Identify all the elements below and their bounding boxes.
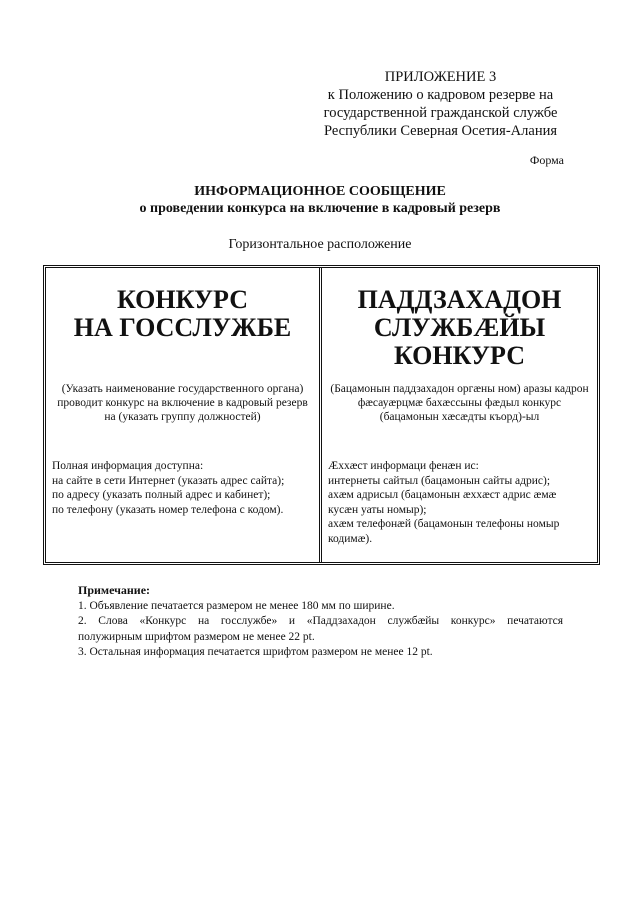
russian-info-line-4: по телефону (указать номер телефона с кодом). <box>52 503 284 516</box>
ossetian-heading-line-3: КОНКУРС <box>393 341 526 370</box>
ossetian-info-line-6: кодимæ). <box>328 532 373 545</box>
ossetian-info-line-1: Æххæст информаци фенæн ис: <box>328 460 479 472</box>
ossetian-column <box>322 268 597 562</box>
remark-item-1: 1. Объявление печатается размером не менее 180 мм по ширине. <box>78 599 395 612</box>
ossetian-info <box>328 459 593 546</box>
ossetian-info-line-3: ахæм адрисыл (бацамонын æххæст адрис æмæ <box>328 489 557 501</box>
ossetian-note: (Бацамонын паддзахадон оргæны ном) аразы кадрон фæсауæрцмæ бахæссыны фæдыл конкурс (бацамонын хæсæдты къорд)-ыл <box>330 383 589 423</box>
russian-info-line-3: по адресу (указать полный адрес и кабинет); <box>52 489 271 501</box>
layout-subtitle: Горизонтальное расположение <box>228 237 412 252</box>
remark-item-3: 3. Остальная информация печатается шрифтом размером не менее 12 pt. <box>78 646 433 658</box>
ossetian-info-line-2: интернеты сайтыл (бацамонын сайты адрис); <box>328 474 551 487</box>
title-line-2: о проведении конкурса на включение в кадровый резерв <box>139 201 501 216</box>
document-title <box>0 183 640 217</box>
russian-heading <box>46 286 319 342</box>
remarks-heading: Примечание: <box>78 583 151 597</box>
appendix-line-2: к Положению о кадровом резерве на <box>327 87 554 103</box>
russian-column <box>46 268 322 562</box>
remark-item-2-line-1: 2. Слова «Конкурс на госслужбе» и «Паддзахадон службæйы конкурс» печатаются <box>78 615 563 627</box>
appendix-line-1: ПРИЛОЖЕНИЕ 3 <box>384 69 497 85</box>
russian-note: (Указать наименование государственного органа) проводит конкурс на включение в кадровый резерв на (указать группу должностей) <box>57 383 308 423</box>
russian-heading-line-1: КОНКУРС <box>116 285 249 314</box>
form-label: Форма <box>529 153 564 167</box>
announcement-frame <box>43 265 600 565</box>
ossetian-info-line-4: кусæн уаты номыр); <box>328 503 427 516</box>
appendix-header <box>318 68 563 140</box>
russian-heading-line-2: НА ГОССЛУЖБЕ <box>73 313 292 342</box>
remark-item-2-line-2: полужирным шрифтом размером не менее 22 pt. <box>78 630 315 643</box>
remarks-section <box>78 583 563 661</box>
ossetian-info-line-5: ахæм телефонæй (бацамонын телефоны номыр <box>328 518 560 530</box>
russian-info <box>52 459 315 517</box>
appendix-line-3: государственной гражданской службе <box>323 105 558 121</box>
ossetian-heading <box>322 286 597 370</box>
ossetian-heading-line-2: СЛУЖБÆЙЫ <box>373 313 546 342</box>
ossetian-heading-line-1: ПАДДЗАХАДОН <box>357 285 562 314</box>
appendix-line-4: Республики Северная Осетия-Алания <box>323 123 558 139</box>
title-line-1: ИНФОРМАЦИОННОЕ СООБЩЕНИЕ <box>194 184 446 199</box>
russian-info-line-1: Полная информация доступна: <box>52 460 204 472</box>
russian-info-line-2: на сайте в сети Интернет (указать адрес сайта); <box>52 474 285 487</box>
